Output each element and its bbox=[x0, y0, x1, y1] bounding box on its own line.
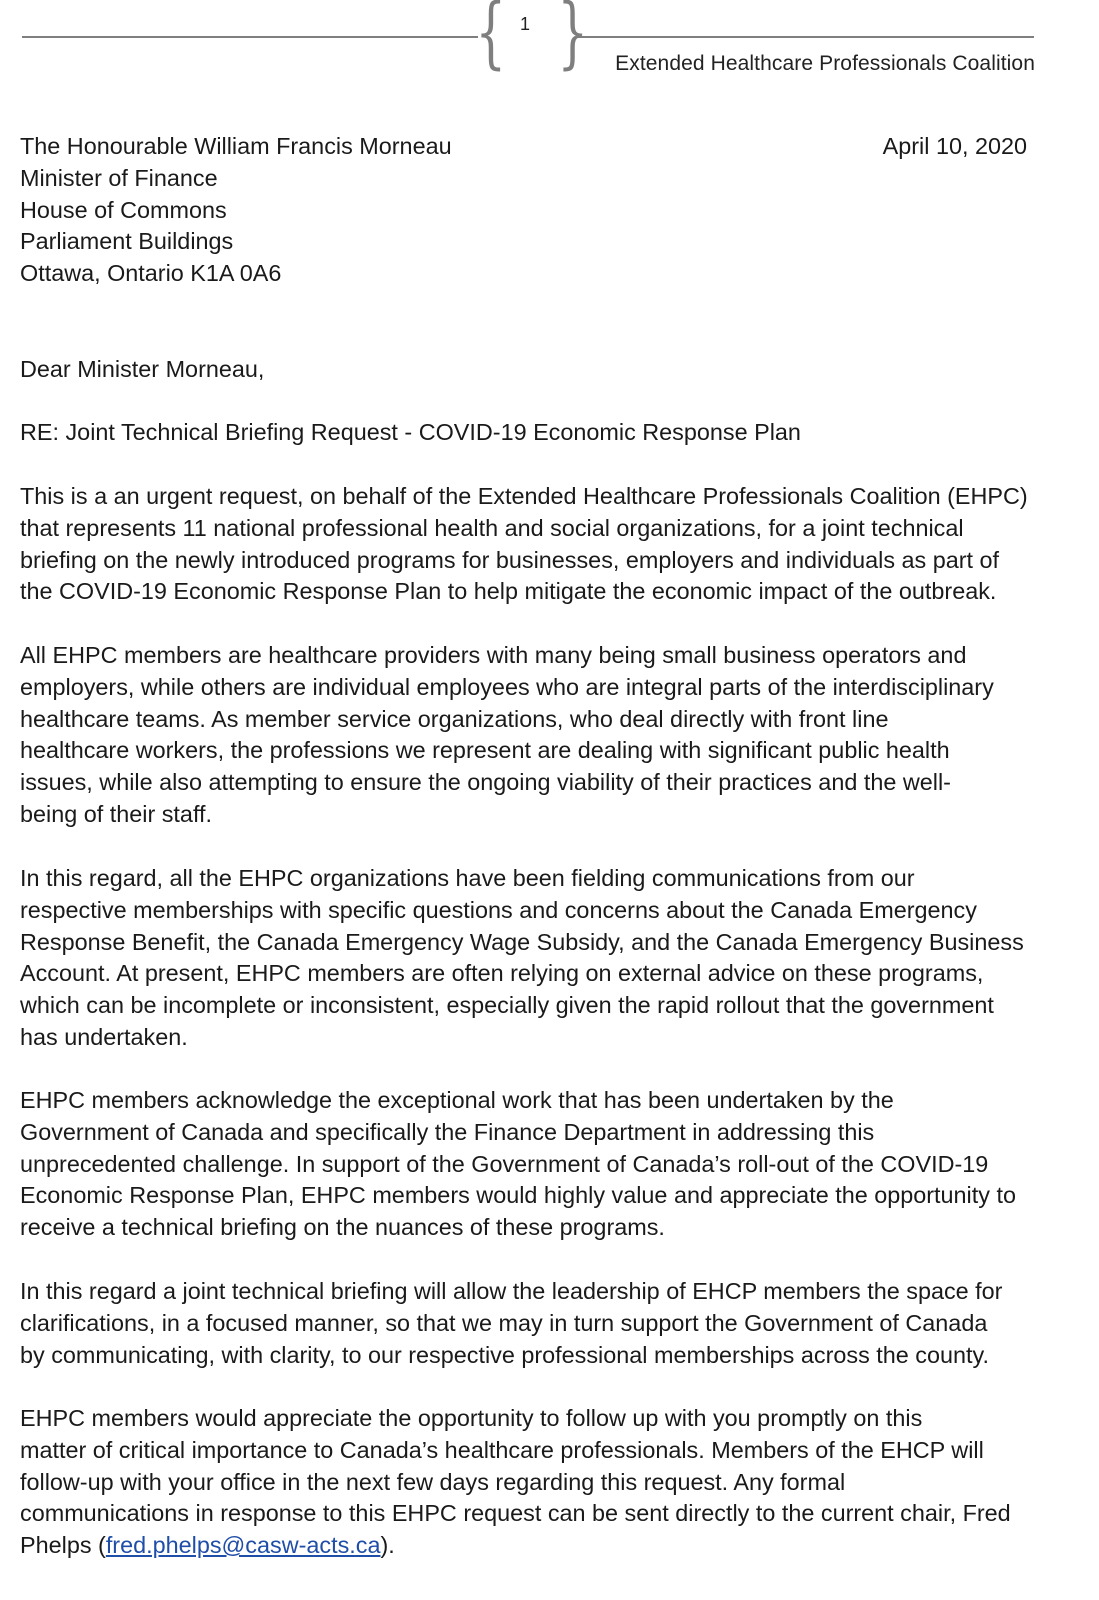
text-line: employers, while others are individual employees who are integral parts of the interdisciplinary bbox=[20, 673, 994, 700]
body-paragraph-2 bbox=[20, 640, 1040, 831]
body-paragraph-3 bbox=[20, 863, 1040, 1054]
text-line: matter of critical importance to Canada’s healthcare professionals. Members of the EHCP will bbox=[20, 1436, 984, 1463]
body-paragraph-1 bbox=[20, 481, 1040, 608]
body-paragraph-6 bbox=[20, 1403, 1040, 1562]
text-line: EHPC members would appreciate the opportunity to follow up with you promptly on this bbox=[20, 1405, 923, 1431]
text-line: Economic Response Plan, EHPC members would highly value and appreciate the opportunity to bbox=[20, 1182, 1016, 1209]
text-line: being of their staff. bbox=[20, 800, 213, 827]
text-line: which can be incomplete or inconsistent, especially given the rapid rollout that the government bbox=[20, 992, 994, 1019]
text-line: has undertaken. bbox=[20, 1023, 188, 1050]
body-paragraph-4 bbox=[20, 1085, 1040, 1244]
text-line: issues, while also attempting to ensure the ongoing viability of their practices and the well- bbox=[20, 769, 951, 796]
text-line-with-email bbox=[20, 1530, 1040, 1562]
text-line: unprecedented challenge. In support of the Government of Canada’s roll-out of the COVID-19 bbox=[20, 1150, 989, 1177]
text-fragment: Phelps ( bbox=[20, 1532, 106, 1559]
header-rule-left bbox=[22, 36, 478, 38]
text-line: briefing on the newly introduced programs for businesses, employers and individuals as part of bbox=[20, 546, 1000, 573]
text-line: In this regard a joint technical briefing will allow the leadership of EHCP members the space for bbox=[20, 1278, 1003, 1304]
text-fragment: ). bbox=[380, 1532, 395, 1559]
text-line: All EHPC members are healthcare providers with many being small business operators and bbox=[20, 642, 967, 668]
text-line: Account. At present, EHPC members are often relying on external advice on these programs, bbox=[20, 960, 984, 987]
text-line: communications in response to this EHPC request can be sent directly to the current chair, Fred bbox=[20, 1500, 1011, 1527]
text-line: This is a an urgent request, on behalf of the Extended Healthcare Professionals Coalition (EHPC) bbox=[20, 483, 1028, 509]
recipient-name: The Honourable William Francis Morneau bbox=[20, 133, 452, 159]
text-line: healthcare workers, the professions we represent are dealing with significant public health bbox=[20, 737, 950, 764]
header-rule-right bbox=[576, 36, 1034, 38]
recipient-address-line: Parliament Buildings bbox=[20, 228, 234, 255]
text-line: Response Benefit, the Canada Emergency Wage Subsidy, and the Canada Emergency Business bbox=[20, 928, 1024, 955]
page-number-brace-left: { bbox=[475, 0, 507, 78]
recipient-address-block bbox=[20, 131, 452, 290]
page-number: 1 bbox=[519, 14, 530, 34]
text-line: Government of Canada and specifically the Finance Department in addressing this bbox=[20, 1118, 875, 1145]
subject-line: RE: Joint Technical Briefing Request - COVID-19 Economic Response Plan bbox=[20, 419, 801, 445]
salutation: Dear Minister Morneau, bbox=[20, 356, 265, 382]
letter-date: April 10, 2020 bbox=[882, 133, 1027, 159]
text-line: respective memberships with specific questions and concerns about the Canada Emergency bbox=[20, 896, 977, 923]
recipient-address-line: House of Commons bbox=[20, 196, 227, 223]
text-line: In this regard, all the EHPC organizations have been fielding communications from our bbox=[20, 865, 915, 891]
text-line: by communicating, with clarity, to our respective professional memberships across the county. bbox=[20, 1341, 989, 1368]
recipient-address-line: Ottawa, Ontario K1A 0A6 bbox=[20, 260, 282, 287]
text-line: follow-up with your office in the next few days regarding this request. Any formal bbox=[20, 1468, 846, 1495]
chair-email-link[interactable]: fred.phelps@casw-acts.ca bbox=[105, 1532, 381, 1559]
text-line: EHPC members acknowledge the exceptional work that has been undertaken by the bbox=[20, 1087, 894, 1113]
text-line: receive a technical briefing on the nuances of these programs. bbox=[20, 1214, 665, 1241]
recipient-title: Minister of Finance bbox=[20, 164, 218, 191]
text-line: healthcare teams. As member service organizations, who deal directly with front line bbox=[20, 705, 889, 732]
text-line: clarifications, in a focused manner, so that we may in turn support the Government of Canada bbox=[20, 1309, 988, 1336]
text-line: that represents 11 national professional health and social organizations, for a joint technical bbox=[20, 514, 964, 541]
text-line: the COVID-19 Economic Response Plan to help mitigate the economic impact of the outbreak. bbox=[20, 578, 997, 605]
page-number-brace-right: } bbox=[557, 0, 589, 78]
header-organization: Extended Healthcare Professionals Coalition bbox=[615, 52, 1035, 75]
body-paragraph-5 bbox=[20, 1276, 1040, 1371]
